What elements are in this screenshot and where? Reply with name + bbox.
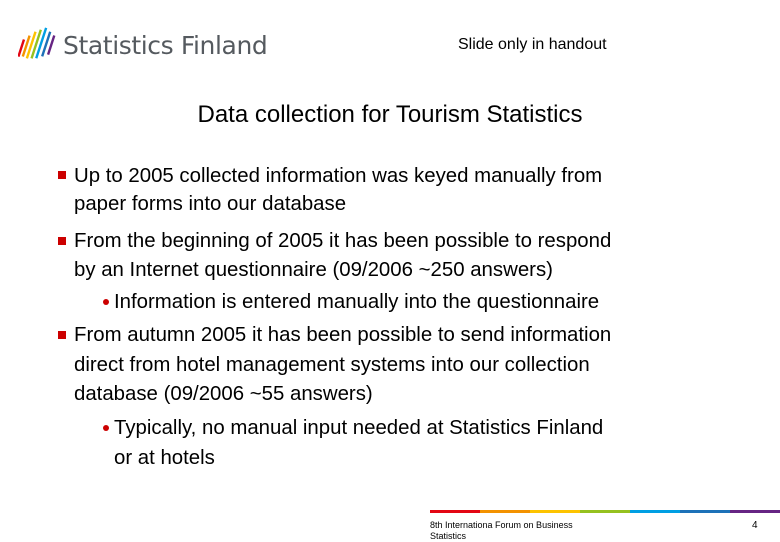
footer-bar-segment xyxy=(480,510,530,513)
footer-bar-segment xyxy=(430,510,480,513)
bullet-1-line-1: Up to 2005 collected information was keyed manually from xyxy=(74,165,603,187)
footer-text: 8th Internationa Forum on Business Statistics xyxy=(430,520,573,541)
slide-title: Data collection for Tourism Statistics xyxy=(197,101,583,128)
sub-bullet-1-line-1: Information is entered manually into the questionnaire xyxy=(114,291,600,313)
sub-bullet-marker xyxy=(103,425,109,431)
bullet-2-line-2: by an Internet questionnaire (09/2006 ~250 answers) xyxy=(74,259,553,281)
footer-bar-segment xyxy=(630,510,680,513)
footer-bar-segment xyxy=(530,510,580,513)
footer-bar-segment xyxy=(730,510,780,513)
sub-bullet-marker xyxy=(103,299,109,305)
sub-bullet-2-line-2: or at hotels xyxy=(114,447,215,469)
footer-bar-segment xyxy=(680,510,730,513)
sub-bullet-2-line-1: Typically, no manual input needed at Statistics Finland xyxy=(114,417,604,439)
bullet-marker xyxy=(58,331,66,339)
footer-color-bar xyxy=(430,510,780,513)
bullet-marker xyxy=(58,171,66,179)
logo-text: Statistics Finland xyxy=(63,30,268,60)
bullet-2-line-1: From the beginning of 2005 it has been possible to respond xyxy=(74,230,612,252)
footer-bar-segment xyxy=(580,510,630,513)
bullet-3-line-2: direct from hotel management systems into our collection xyxy=(74,354,590,376)
bullet-3-line-1: From autumn 2005 it has been possible to send information xyxy=(74,324,612,346)
bullet-marker xyxy=(58,237,66,245)
handout-note: Slide only in handout xyxy=(458,36,607,53)
page-number: 4 xyxy=(752,520,758,531)
bullet-1-line-2: paper forms into our database xyxy=(74,193,347,215)
bullet-3-line-3: database (09/2006 ~55 answers) xyxy=(74,383,373,405)
